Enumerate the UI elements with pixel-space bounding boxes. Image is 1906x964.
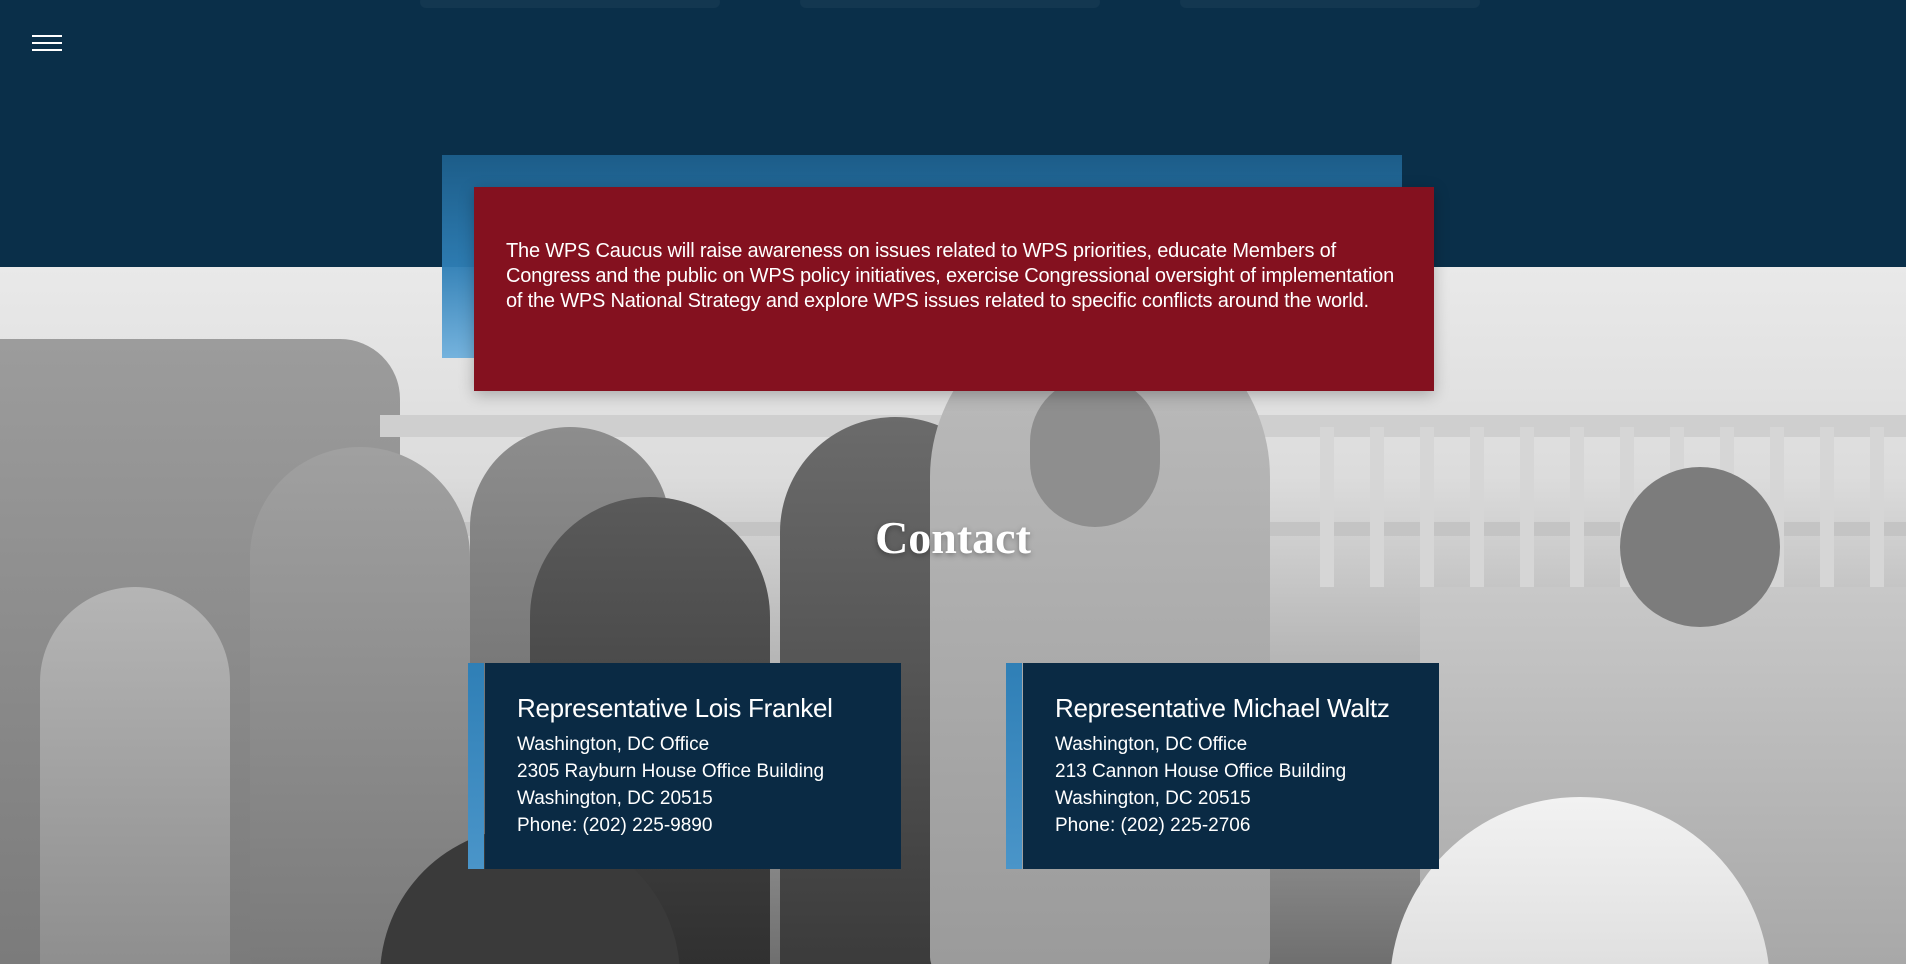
contact-card-city: Washington, DC 20515: [517, 788, 713, 809]
contact-card-office: Washington, DC Office: [517, 734, 710, 755]
contact-card-name: Representative Lois Frankel: [517, 693, 833, 723]
menu-bar: [32, 42, 62, 44]
contact-card-name: Representative Michael Waltz: [1055, 693, 1390, 723]
contact-card-city: Washington, DC 20515: [1055, 788, 1251, 809]
nav-ghost-item: [1180, 0, 1480, 8]
mission-statement: The WPS Caucus will raise awareness on issues related to WPS priorities, educate Members of Congress and the public on WPS policy initiatives, exercise Congressional oversight of implementation of the WPS National Strategy and explore WPS issues related to specific conflicts around the world.: [506, 240, 1395, 312]
contact-card-address: 213 Cannon House Office Building: [1055, 761, 1347, 782]
contact-card-address: 2305 Rayburn House Office Building: [517, 761, 825, 782]
menu-bar: [32, 49, 62, 51]
contact-card-frankel: [485, 663, 901, 869]
contact-card-accent: [1006, 663, 1022, 869]
nav-ghost-item: [420, 0, 720, 8]
contact-card-office: Washington, DC Office: [1055, 734, 1248, 755]
contact-heading: Contact: [875, 512, 1031, 563]
mission-statement-box: [474, 187, 1434, 391]
photo-face: [1030, 377, 1160, 527]
contact-card-phone[interactable]: Phone: (202) 225-9890: [517, 815, 713, 836]
menu-bar: [32, 35, 62, 37]
hamburger-menu-icon[interactable]: [26, 30, 68, 58]
photo-figure: [40, 587, 230, 964]
nav-ghost-item: [800, 0, 1100, 8]
contact-card-phone[interactable]: Phone: (202) 225-2706: [1055, 815, 1251, 836]
contact-card-accent: [468, 663, 484, 869]
contact-card-waltz: [1023, 663, 1439, 869]
